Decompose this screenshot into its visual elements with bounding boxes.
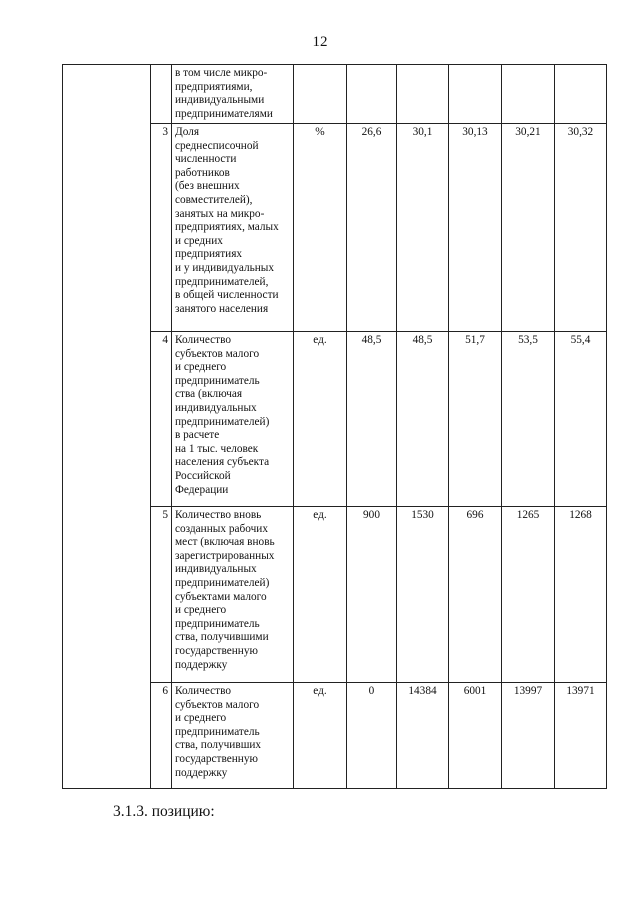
indicator-name: Количество субъектов малого и среднего предприниматель ства (включая индивидуальных предпринимателей) в расчете на 1 тыс. человек населения субъекта Российской Федерации: [172, 332, 294, 507]
value-cell: 900: [347, 507, 397, 683]
value-cell: 13971: [555, 683, 607, 789]
value-cell: 30,1: [397, 124, 449, 332]
value-cell: 51,7: [449, 332, 502, 507]
unit-cell: ед.: [294, 332, 347, 507]
page-number: 12: [312, 34, 328, 50]
unit-cell: [294, 65, 347, 124]
row-number: 3: [151, 124, 172, 332]
value-cell: [555, 65, 607, 124]
value-cell: 30,13: [449, 124, 502, 332]
value-cell: 1268: [555, 507, 607, 683]
value-cell: 30,32: [555, 124, 607, 332]
value-cell: 14384: [397, 683, 449, 789]
value-cell: 53,5: [502, 332, 555, 507]
value-cell: 13997: [502, 683, 555, 789]
empty-cell: [63, 65, 151, 789]
value-cell: 55,4: [555, 332, 607, 507]
value-cell: [449, 65, 502, 124]
unit-cell: %: [294, 124, 347, 332]
value-cell: 0: [347, 683, 397, 789]
value-cell: 696: [449, 507, 502, 683]
row-number: [151, 65, 172, 124]
value-cell: 48,5: [347, 332, 397, 507]
value-cell: [502, 65, 555, 124]
value-cell: 6001: [449, 683, 502, 789]
table-row: [63, 65, 607, 124]
value-cell: 26,6: [347, 124, 397, 332]
unit-cell: ед.: [294, 683, 347, 789]
row-number: 5: [151, 507, 172, 683]
row-number: 4: [151, 332, 172, 507]
value-cell: [397, 65, 449, 124]
section-heading: 3.1.3. позицию:: [113, 803, 215, 820]
value-cell: 48,5: [397, 332, 449, 507]
value-cell: 1530: [397, 507, 449, 683]
indicator-name: Количество вновь созданных рабочих мест (включая вновь зарегистрированных индивидуальных предпринимателей) субъектами малого и среднего предприниматель ства, получившими государственную поддержку: [172, 507, 294, 683]
value-cell: [347, 65, 397, 124]
row-number: 6: [151, 683, 172, 789]
indicators-table: [62, 64, 607, 789]
indicator-name: Количество субъектов малого и среднего предприниматель ства, получивших государственную поддержку: [172, 683, 294, 789]
value-cell: 30,21: [502, 124, 555, 332]
unit-cell: ед.: [294, 507, 347, 683]
indicator-name: в том числе микро- предприятиями, индивидуальными предпринимателями: [172, 65, 294, 124]
indicator-name: Доля среднесписочной численности работников (без внешних совместителей), занятых на микро- предприятиях, малых и средних предприятиях и у индивидуальных предпринимателей, в общей численности занятого населения: [172, 124, 294, 332]
value-cell: 1265: [502, 507, 555, 683]
